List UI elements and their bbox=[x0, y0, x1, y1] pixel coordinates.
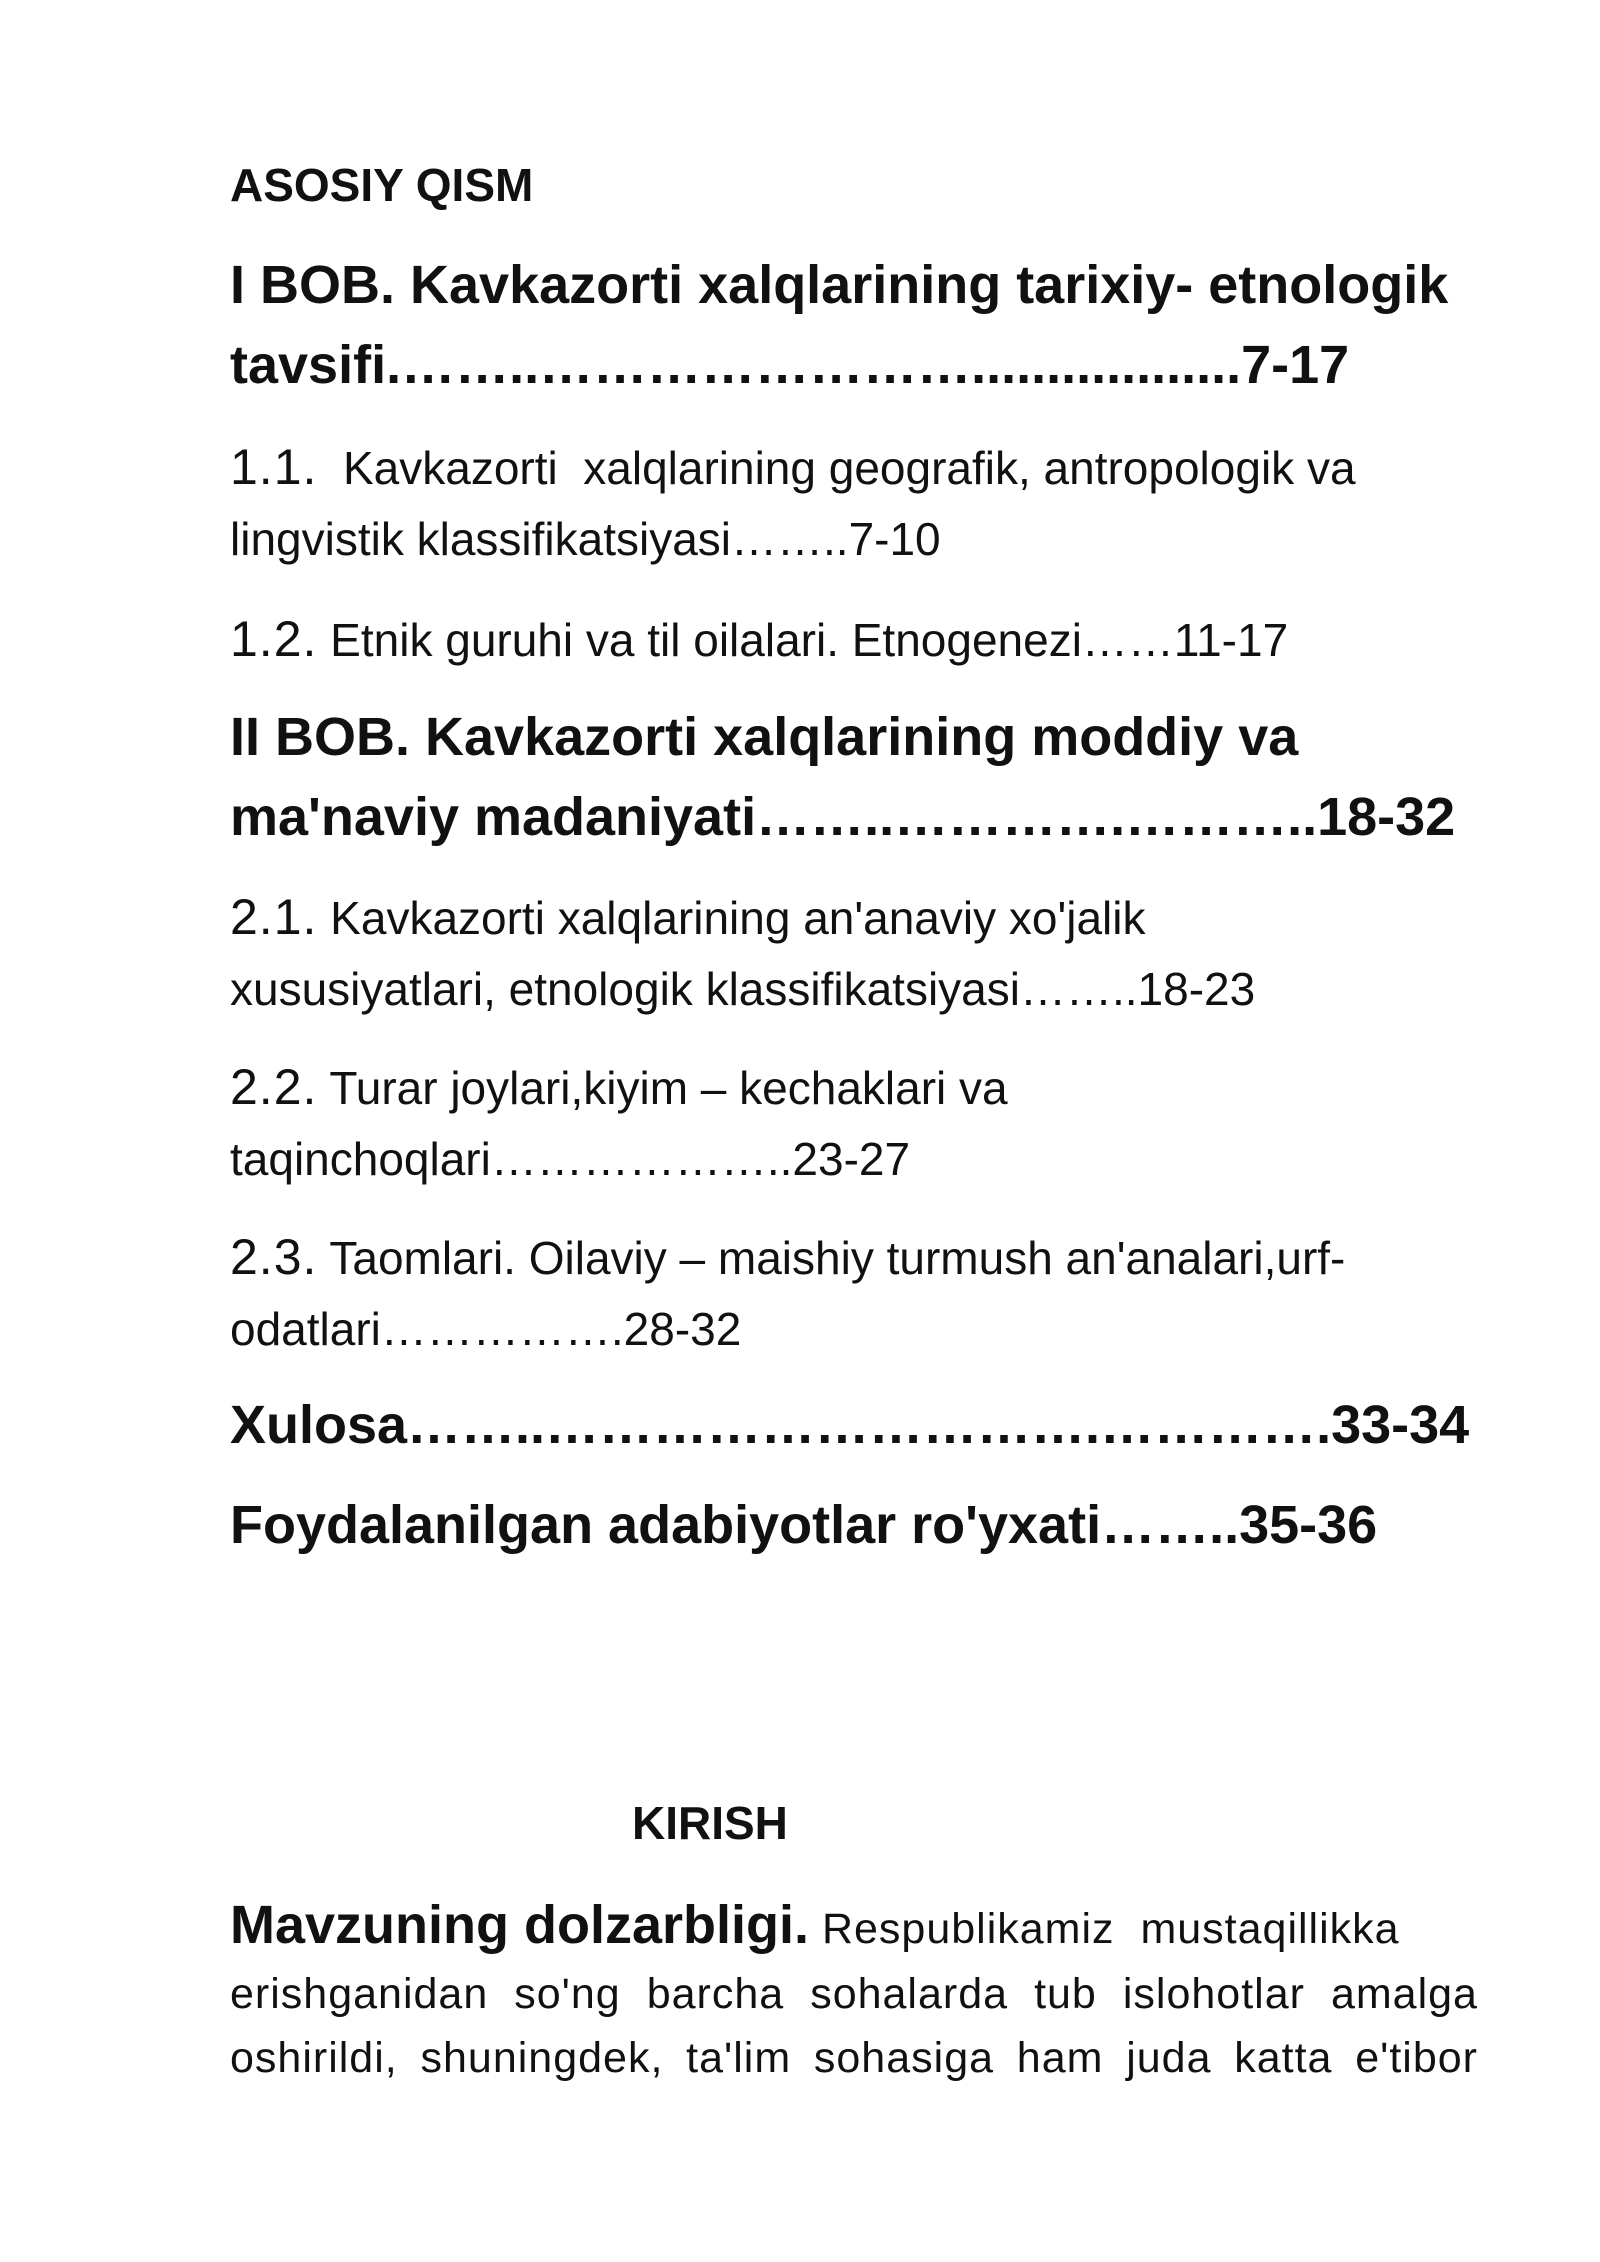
toc-section-number: 1.2. bbox=[230, 611, 318, 667]
word: barcha bbox=[646, 1970, 785, 2018]
word: ta'lim bbox=[686, 2034, 792, 2082]
toc-section-number: 1.1. bbox=[230, 439, 318, 495]
intro-paragraph-line-2 bbox=[230, 1970, 1478, 2019]
toc-section-text: Etnik guruhi va til oilalari. Etnogenezi……11-17 bbox=[317, 614, 1289, 666]
word: katta bbox=[1234, 2034, 1333, 2082]
intro-paragraph-line-1 bbox=[230, 1894, 1400, 1956]
word: sohasiga bbox=[813, 2034, 995, 2082]
toc-section-2-2-line-2: taqinchoqlari………………..23-27 bbox=[230, 1133, 911, 1185]
word: juda bbox=[1126, 2034, 1212, 2082]
word: sohalarda bbox=[810, 1970, 1009, 2018]
toc-section-number: 2.2. bbox=[230, 1059, 318, 1115]
word: erishganidan bbox=[230, 1970, 489, 2018]
toc-section-number: 2.1. bbox=[230, 889, 318, 945]
toc-chapter-2-line-2: ma'naviy madaniyati……..………….………..18-32 bbox=[230, 787, 1456, 847]
intro-line-1-text: Respublikamiz mustaqillikka bbox=[809, 1905, 1400, 1953]
word: shuningdek, bbox=[420, 2034, 664, 2082]
toc-section-text: Kavkazorti xalqlarining geografik, antropologik va bbox=[317, 442, 1356, 494]
intro-lead-heading: Mavzuning dolzarbligi. bbox=[230, 1895, 809, 1955]
toc-section-2-3-line-1 bbox=[230, 1228, 1345, 1286]
word: islohotlar bbox=[1122, 1970, 1305, 2018]
toc-chapter-1-line-1: I BOB. Kavkazorti xalqlarining tarixiy- etnologik bbox=[230, 255, 1449, 315]
toc-bibliography: Foydalanilgan adabiyotlar ro'yxati……..35-36 bbox=[230, 1495, 1378, 1555]
intro-paragraph-line-3 bbox=[230, 2034, 1478, 2083]
toc-section-1-2 bbox=[230, 610, 1288, 668]
toc-chapter-1-line-2: tavsifi.……..……………………..................7-17 bbox=[230, 335, 1350, 395]
toc-section-2-1-line-1 bbox=[230, 888, 1146, 946]
word: e'tibor bbox=[1355, 2034, 1478, 2082]
toc-section-1-1-line-1 bbox=[230, 438, 1356, 496]
toc-section-2-1-line-2: xususiyatlari, etnologik klassifikatsiyasi……..18-23 bbox=[230, 963, 1256, 1015]
intro-title: KIRISH bbox=[632, 1797, 788, 1849]
toc-section-text: Turar joylari,kiyim – kechaklari va bbox=[317, 1062, 1008, 1114]
word: tub bbox=[1034, 1970, 1097, 2018]
word: amalga bbox=[1330, 1970, 1478, 2018]
word: oshirildi, bbox=[230, 2034, 398, 2082]
toc-section-text: Kavkazorti xalqlarining an'anaviy xo'jalik bbox=[317, 892, 1146, 944]
toc-section-2-3-line-2: odatlari…………….28-32 bbox=[230, 1303, 742, 1355]
word: so'ng bbox=[514, 1970, 621, 2018]
word: ham bbox=[1016, 2034, 1104, 2082]
toc-section-1-1-line-2: lingvistik klassifikatsiyasi……..7-10 bbox=[230, 513, 941, 565]
toc-chapter-2-line-1: II BOB. Kavkazorti xalqlarining moddiy va bbox=[230, 707, 1299, 767]
toc-section-number: 2.3. bbox=[230, 1229, 318, 1285]
toc-section-text: Taomlari. Oilaviy – maishiy turmush an'analari,urf- bbox=[317, 1232, 1346, 1284]
toc-conclusion: Xulosa……..………………………….………….33-34 bbox=[230, 1395, 1470, 1455]
toc-section-2-2-line-1 bbox=[230, 1058, 1008, 1116]
toc-title: ASOSIY QISM bbox=[230, 159, 534, 211]
